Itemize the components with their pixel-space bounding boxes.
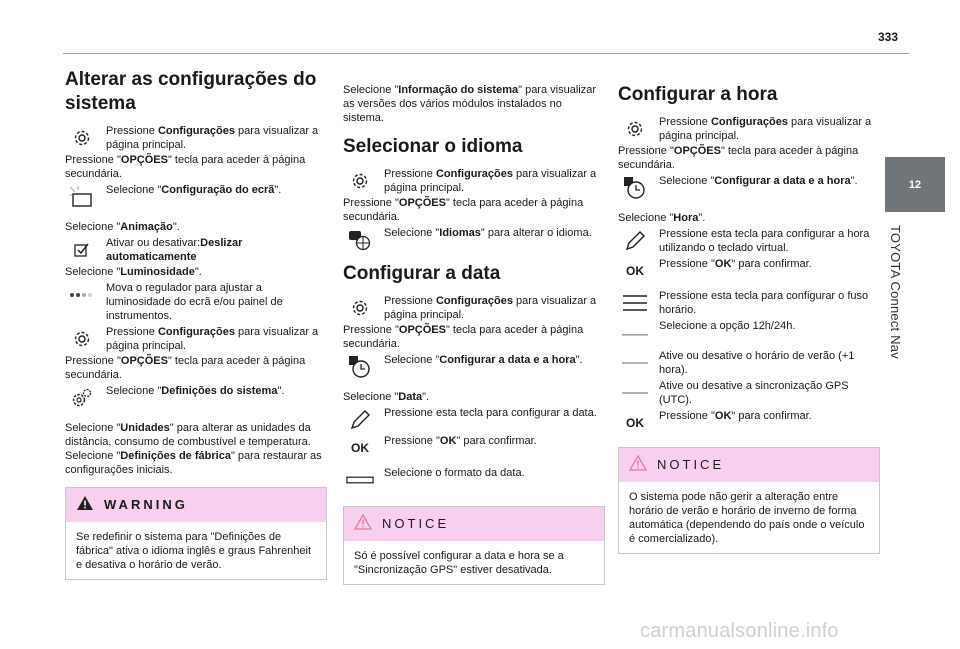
heading-time: Configurar a hora <box>618 84 778 105</box>
step-timezone: Pressione esta tecla para configurar o fuso horário. <box>618 289 880 317</box>
notice-header-time <box>619 448 879 482</box>
chapter-tab <box>885 157 945 212</box>
slider-icon <box>68 283 96 307</box>
notice-text-date: Só é possível configurar a data e hora se a "Sincronização GPS" estiver desativada. <box>354 550 564 576</box>
chapter-number: 12 <box>908 178 922 191</box>
list-icon <box>621 291 649 315</box>
step-lang-options: Pressione "OPÇÕES" tecla para aceder à página secundária. <box>343 197 584 223</box>
toggle-line-icon <box>621 351 649 375</box>
notice-box-time <box>618 447 880 554</box>
step-languages: Selecione "Idiomas" para alterar o idioma. <box>343 226 605 252</box>
gear-icon <box>68 126 96 150</box>
warning-icon <box>76 495 94 515</box>
column-time <box>618 68 880 554</box>
calendar-clock-icon <box>621 176 649 200</box>
gear-icon <box>346 169 374 193</box>
notice-box-date <box>343 506 605 585</box>
step-open-settings-2: Pressione Configurações para visualizar a página principal. <box>65 325 327 353</box>
step-date-time: Selecione "Configurar a data e a hora". <box>343 353 605 379</box>
step-time-options: Pressione "OPÇÕES" tecla para aceder à página secundária. <box>618 145 859 171</box>
step-gps-sync: Ative ou desative a sincronização GPS (UTC). <box>618 379 880 407</box>
step-date-edit: Pressione esta tecla para configurar a data. <box>343 406 605 432</box>
toggle-line-icon <box>621 381 649 405</box>
step-lang-settings: Pressione Configurações para visualizar a página principal. <box>343 167 605 195</box>
step-date-options: Pressione "OPÇÕES" tecla para aceder à página secundária. <box>343 324 584 350</box>
warning-title: WARNING <box>104 497 188 512</box>
languages-icon <box>346 228 374 252</box>
step-open-settings: Pressione Configurações para visualizar a página principal. <box>65 124 327 152</box>
step-auto-scroll: Ativar ou desativar:Deslizar automaticamente <box>65 236 327 264</box>
step-time-ok-2: OK Pressione "OK" para confirmar. <box>618 409 880 435</box>
notice-icon <box>629 455 647 475</box>
step-time-date-time: Selecione "Configurar a data e a hora". <box>618 174 880 200</box>
step-options-2: Pressione "OPÇÕES" tecla para aceder à página secundária. <box>65 355 306 381</box>
column-language-date <box>343 68 605 585</box>
column-system-settings <box>65 68 327 580</box>
notice-text-time: O sistema pode não gerir a alteração entre horário de verão e horário de inverno de forma automática (dependendo do país onde o veículo é comercializado). <box>629 491 865 545</box>
screen-brightness-icon <box>68 185 96 209</box>
page-number: 333 <box>877 30 898 44</box>
heading-system-settings: Alterar as configurações do sistema <box>65 69 317 114</box>
step-system-info: Selecione "Informação do sistema" para visualizar as versões dos vários módulos instalados no sistema. <box>343 84 596 124</box>
ok-label: OK <box>626 416 644 430</box>
header-rule <box>63 53 909 54</box>
side-title-text: TOYOTA Connect Nav <box>888 225 903 359</box>
notice-title: NOTICE <box>382 516 450 531</box>
ok-label: OK <box>351 441 369 455</box>
step-factory: Selecione "Definições de fábrica" para restaurar as configurações iniciais. <box>65 450 322 476</box>
format-bar-icon <box>346 468 374 492</box>
warning-text: Se redefinir o sistema para "Definições de fábrica" ativa o idioma inglês e graus Fahrenheit e desativa o horário de verão. <box>76 531 312 571</box>
step-brightness: Selecione "Luminosidade". <box>65 266 202 278</box>
gear-icon <box>621 117 649 141</box>
step-date-select: Selecione "Data". <box>343 391 430 403</box>
warning-box <box>65 487 327 580</box>
ok-label: OK <box>626 264 644 278</box>
step-dst: Ative ou desative o horário de verão (+1 hora). <box>618 349 880 377</box>
notice-title: NOTICE <box>657 457 725 472</box>
step-time-settings: Pressione Configurações para visualizar a página principal. <box>618 115 880 143</box>
pencil-icon <box>621 229 649 253</box>
step-animation: Selecione "Animação". <box>65 221 180 233</box>
warning-header <box>66 488 326 522</box>
checkbox-icon <box>68 238 96 262</box>
step-options: Pressione "OPÇÕES" tecla para aceder à página secundária. <box>65 154 306 180</box>
step-time-select: Selecione "Hora". <box>618 212 706 224</box>
calendar-clock-icon <box>346 355 374 379</box>
step-date-format: Selecione o formato da data. <box>343 466 605 492</box>
heading-language: Selecionar o idioma <box>343 136 523 157</box>
toggle-line-icon <box>621 321 649 345</box>
step-slider: Mova o regulador para ajustar a luminosidade do ecrã e/ou painel de instrumentos. <box>65 281 327 323</box>
heading-date: Configurar a data <box>343 263 501 284</box>
pencil-icon <box>346 408 374 432</box>
settings-gears-icon <box>68 386 96 410</box>
step-12-24: Selecione a opção 12h/24h. <box>618 319 880 345</box>
watermark: carmanualsonline.info <box>640 620 839 642</box>
step-date-ok: OK Pressione "OK" para confirmar. <box>343 434 605 460</box>
notice-icon <box>354 514 372 534</box>
step-time-edit: Pressione esta tecla para configurar a hora utilizando o teclado virtual. <box>618 227 880 255</box>
step-system-defs: Selecione "Definições do sistema". <box>65 384 327 410</box>
step-time-ok: OK Pressione "OK" para confirmar. <box>618 257 880 283</box>
notice-header-date <box>344 507 604 541</box>
step-screen-config: Selecione "Configuração do ecrã". <box>65 183 327 209</box>
side-title <box>888 225 942 385</box>
gear-icon <box>346 296 374 320</box>
gear-icon <box>68 327 96 351</box>
step-units: Selecione "Unidades" para alterar as unidades da distância, consumo de combustível e temperatura. <box>65 422 311 448</box>
step-date-settings: Pressione Configurações para visualizar a página principal. <box>343 294 605 322</box>
